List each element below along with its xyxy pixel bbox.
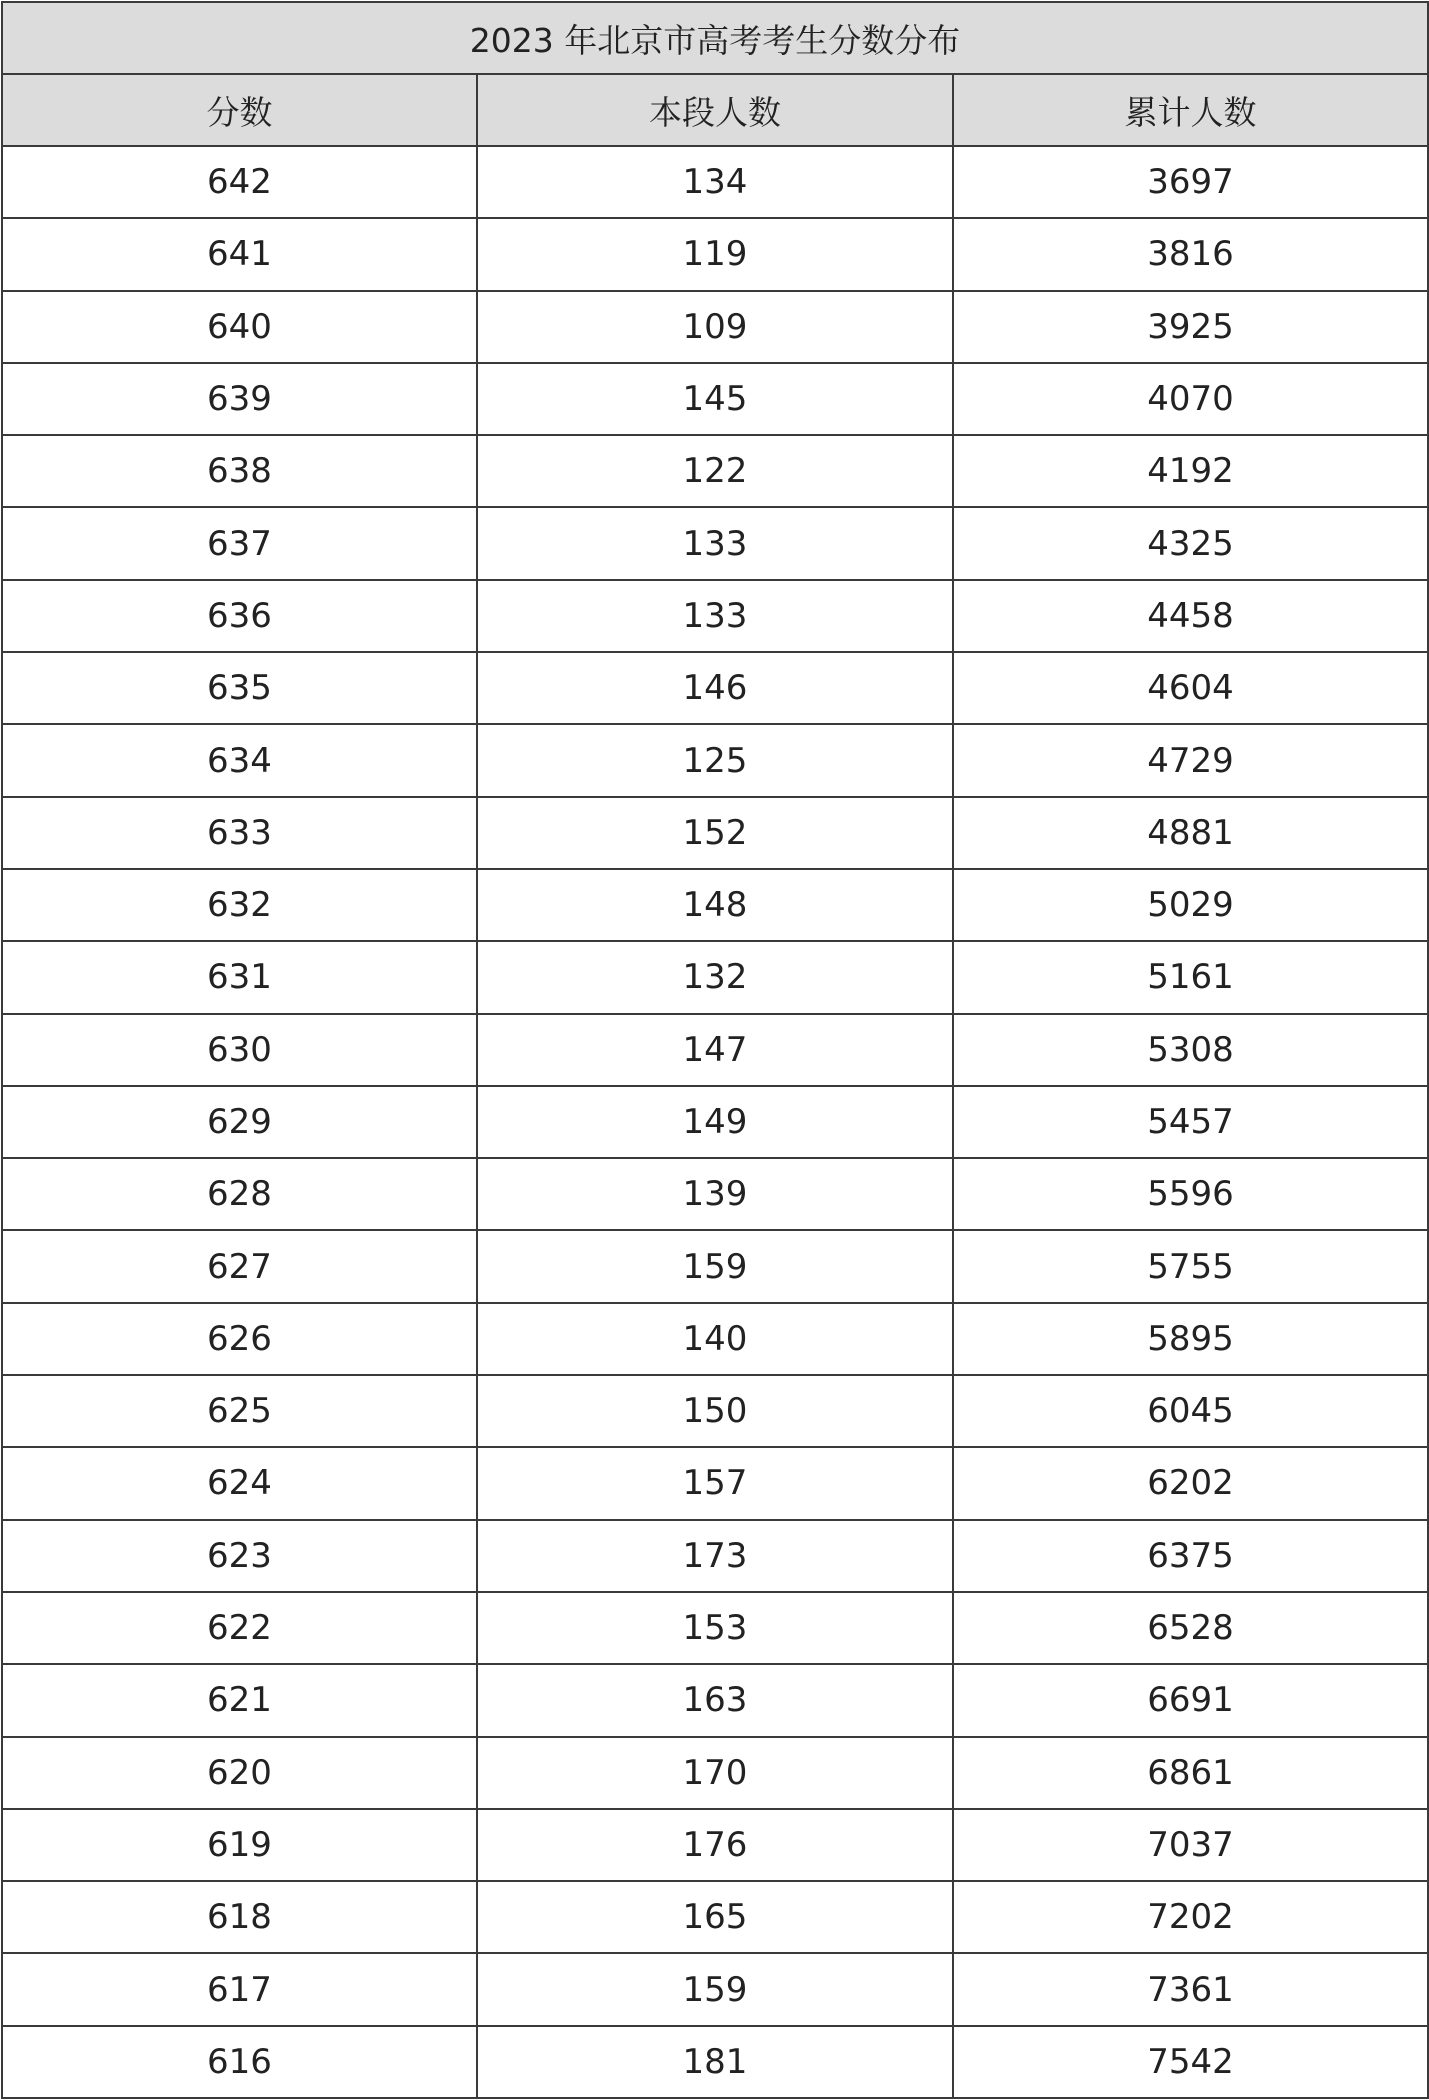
table-row	[2, 797, 1428, 869]
segment-count-cell: 176	[477, 1809, 953, 1881]
score-cell: 632	[2, 869, 477, 941]
table-body	[2, 146, 1428, 2098]
score-cell: 624	[2, 1447, 477, 1519]
cumulative-count-cell: 5895	[953, 1303, 1428, 1375]
score-cell: 633	[2, 797, 477, 869]
score-cell: 635	[2, 652, 477, 724]
segment-count-cell: 157	[477, 1447, 953, 1519]
table-row	[2, 724, 1428, 796]
table-row	[2, 1520, 1428, 1592]
table-row	[2, 1737, 1428, 1809]
segment-count-cell: 119	[477, 218, 953, 290]
cumulative-count-cell: 4881	[953, 797, 1428, 869]
table-row	[2, 1303, 1428, 1375]
table-row	[2, 218, 1428, 290]
cumulative-count-cell: 4458	[953, 580, 1428, 652]
cumulative-count-cell: 7037	[953, 1809, 1428, 1881]
cumulative-count-cell: 3925	[953, 291, 1428, 363]
segment-count-cell: 148	[477, 869, 953, 941]
segment-count-cell: 159	[477, 1953, 953, 2025]
table-row	[2, 1664, 1428, 1736]
segment-count-cell: 170	[477, 1737, 953, 1809]
cumulative-count-cell: 4192	[953, 435, 1428, 507]
segment-count-cell: 145	[477, 363, 953, 435]
segment-count-cell: 159	[477, 1230, 953, 1302]
table-row	[2, 146, 1428, 218]
cumulative-count-cell: 5457	[953, 1086, 1428, 1158]
score-cell: 627	[2, 1230, 477, 1302]
table-title: 2023 年北京市高考考生分数分布	[2, 2, 1428, 74]
segment-count-cell: 140	[477, 1303, 953, 1375]
segment-count-cell: 173	[477, 1520, 953, 1592]
cumulative-count-cell: 4729	[953, 724, 1428, 796]
cumulative-count-cell: 6528	[953, 1592, 1428, 1664]
segment-count-cell: 147	[477, 1014, 953, 1086]
score-cell: 640	[2, 291, 477, 363]
table-row	[2, 1230, 1428, 1302]
cumulative-count-cell: 6045	[953, 1375, 1428, 1447]
table-header-row	[2, 74, 1428, 146]
column-header-segment-count: 本段人数	[477, 74, 953, 146]
column-header-cumulative-count: 累计人数	[953, 74, 1428, 146]
segment-count-cell: 163	[477, 1664, 953, 1736]
table-row	[2, 2026, 1428, 2098]
cumulative-count-cell: 5029	[953, 869, 1428, 941]
score-cell: 616	[2, 2026, 477, 2098]
table-row	[2, 1158, 1428, 1230]
score-cell: 634	[2, 724, 477, 796]
score-cell: 625	[2, 1375, 477, 1447]
segment-count-cell: 133	[477, 580, 953, 652]
segment-count-cell: 152	[477, 797, 953, 869]
segment-count-cell: 149	[477, 1086, 953, 1158]
segment-count-cell: 153	[477, 1592, 953, 1664]
segment-count-cell: 122	[477, 435, 953, 507]
segment-count-cell: 139	[477, 1158, 953, 1230]
column-header-score: 分数	[2, 74, 477, 146]
score-distribution-table	[1, 1, 1429, 2099]
table-row	[2, 435, 1428, 507]
segment-count-cell: 181	[477, 2026, 953, 2098]
segment-count-cell: 134	[477, 146, 953, 218]
cumulative-count-cell: 5596	[953, 1158, 1428, 1230]
score-cell: 638	[2, 435, 477, 507]
cumulative-count-cell: 5755	[953, 1230, 1428, 1302]
table-row	[2, 363, 1428, 435]
segment-count-cell: 132	[477, 941, 953, 1013]
score-cell: 618	[2, 1881, 477, 1953]
table-row	[2, 1375, 1428, 1447]
segment-count-cell: 150	[477, 1375, 953, 1447]
segment-count-cell: 125	[477, 724, 953, 796]
cumulative-count-cell: 3816	[953, 218, 1428, 290]
cumulative-count-cell: 3697	[953, 146, 1428, 218]
table-row	[2, 941, 1428, 1013]
table-row	[2, 1881, 1428, 1953]
table-row	[2, 291, 1428, 363]
table-title-row	[2, 2, 1428, 74]
score-cell: 617	[2, 1953, 477, 2025]
score-cell: 628	[2, 1158, 477, 1230]
table-row	[2, 652, 1428, 724]
segment-count-cell: 146	[477, 652, 953, 724]
segment-count-cell: 133	[477, 507, 953, 579]
cumulative-count-cell: 6202	[953, 1447, 1428, 1519]
table-row	[2, 1953, 1428, 2025]
table-row	[2, 580, 1428, 652]
table-row	[2, 1592, 1428, 1664]
score-cell: 637	[2, 507, 477, 579]
segment-count-cell: 109	[477, 291, 953, 363]
cumulative-count-cell: 6375	[953, 1520, 1428, 1592]
score-cell: 623	[2, 1520, 477, 1592]
table-row	[2, 1086, 1428, 1158]
table-row	[2, 1809, 1428, 1881]
cumulative-count-cell: 7542	[953, 2026, 1428, 2098]
score-cell: 619	[2, 1809, 477, 1881]
table-row	[2, 869, 1428, 941]
table-row	[2, 1014, 1428, 1086]
score-cell: 620	[2, 1737, 477, 1809]
table-row	[2, 507, 1428, 579]
score-cell: 642	[2, 146, 477, 218]
table-row	[2, 1447, 1428, 1519]
score-cell: 622	[2, 1592, 477, 1664]
score-cell: 636	[2, 580, 477, 652]
score-cell: 626	[2, 1303, 477, 1375]
cumulative-count-cell: 6691	[953, 1664, 1428, 1736]
score-cell: 630	[2, 1014, 477, 1086]
cumulative-count-cell: 6861	[953, 1737, 1428, 1809]
segment-count-cell: 165	[477, 1881, 953, 1953]
cumulative-count-cell: 4604	[953, 652, 1428, 724]
score-cell: 641	[2, 218, 477, 290]
score-cell: 629	[2, 1086, 477, 1158]
cumulative-count-cell: 5161	[953, 941, 1428, 1013]
cumulative-count-cell: 4070	[953, 363, 1428, 435]
cumulative-count-cell: 4325	[953, 507, 1428, 579]
cumulative-count-cell: 7361	[953, 1953, 1428, 2025]
cumulative-count-cell: 5308	[953, 1014, 1428, 1086]
score-cell: 639	[2, 363, 477, 435]
score-cell: 621	[2, 1664, 477, 1736]
cumulative-count-cell: 7202	[953, 1881, 1428, 1953]
score-cell: 631	[2, 941, 477, 1013]
